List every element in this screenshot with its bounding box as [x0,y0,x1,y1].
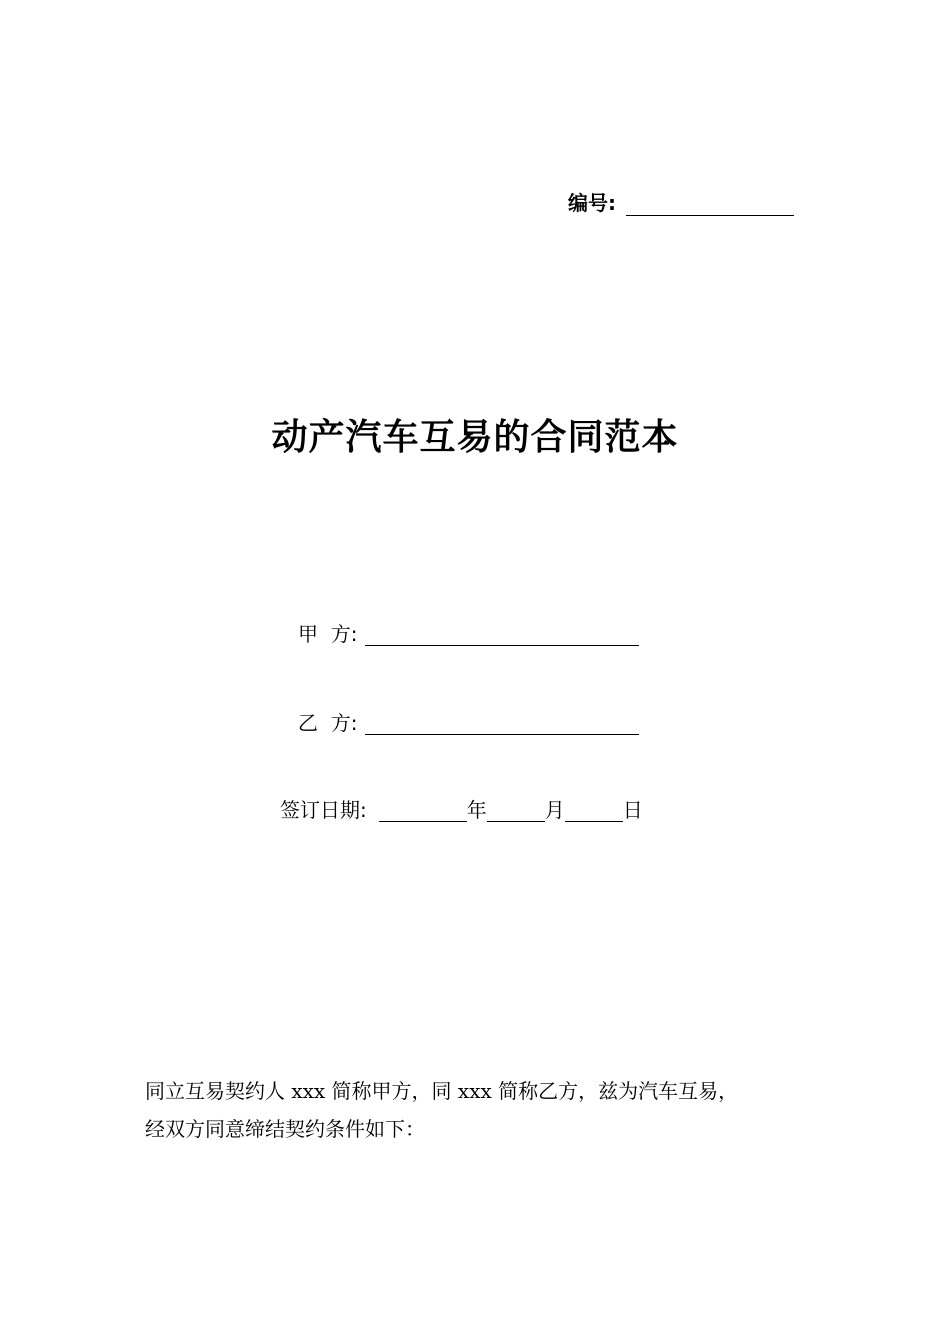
contract-number-blank-line [626,194,794,216]
year-label: 年 [466,798,487,822]
sign-date-row [280,796,643,824]
party-a-blank-line [365,625,639,646]
party-a-label: 甲 方: [298,622,358,646]
party-b-blank-line [365,714,639,735]
day-label: 日 [622,798,643,822]
body-paragraph [145,1072,825,1148]
body-line-1: 同立互易契约人 xxx 简称甲方，同 xxx 简称乙方，兹为汽车互易， [145,1079,739,1103]
day-blank-line [565,801,623,822]
contract-number-label: 编号: [568,191,616,215]
body-line-2: 经双方同意缔结契约条件如下： [145,1117,425,1141]
sign-date-label: 签订日期: [280,798,367,822]
party-b-row [298,709,639,737]
party-b-label: 乙 方: [298,711,358,735]
year-blank-line [379,801,467,822]
document-title: 动产汽车互易的合同范本 [271,417,679,458]
month-blank-line [487,801,545,822]
contract-number-row [568,190,794,216]
month-label: 月 [544,798,565,822]
party-a-row [298,620,639,648]
